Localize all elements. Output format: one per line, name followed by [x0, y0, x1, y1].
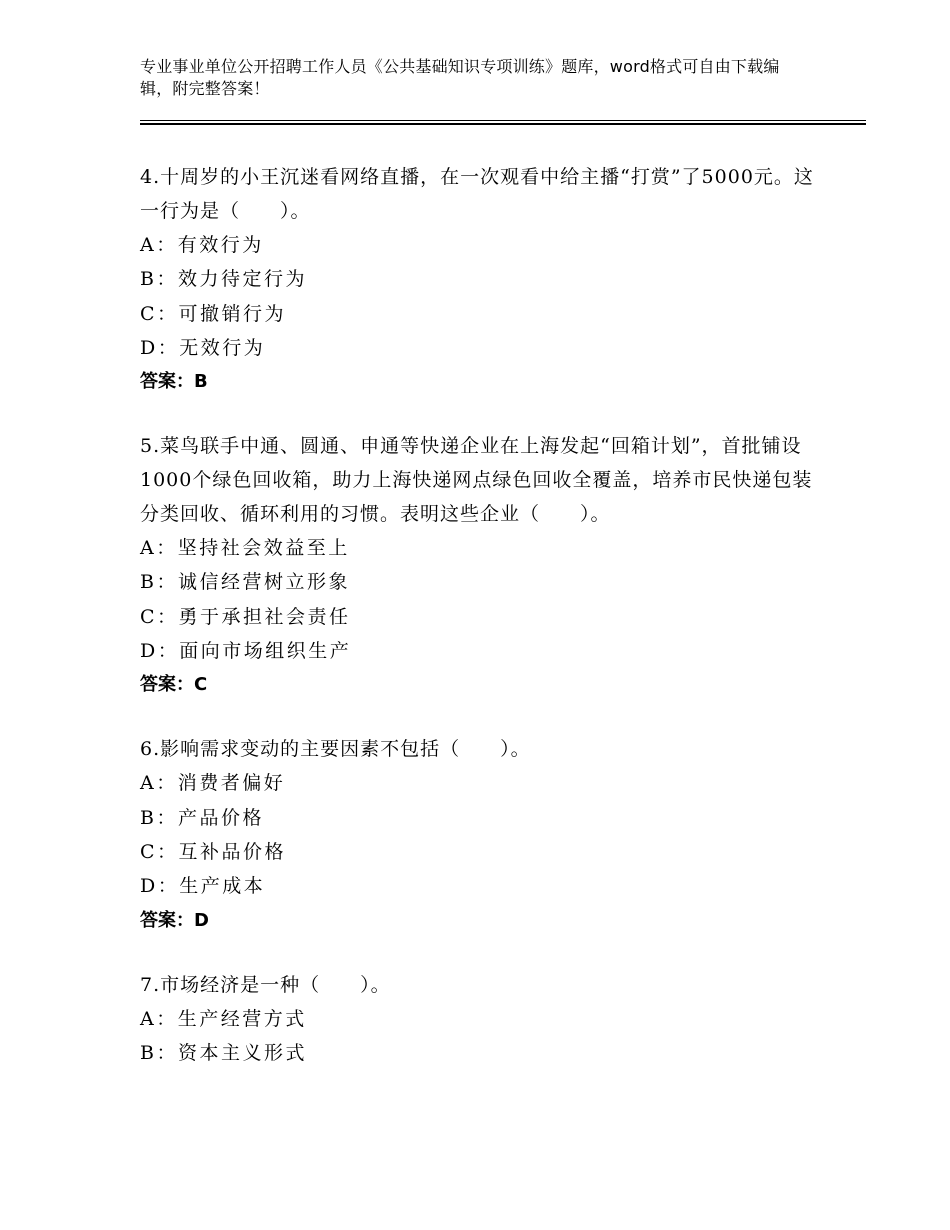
option-d: D：生产成本 [140, 875, 266, 898]
question-stem: 6.影响需求变动的主要因素不包括（ ）。 [140, 738, 531, 761]
question-list [140, 160, 820, 1100]
question-item [140, 732, 820, 937]
question-stem: 5.菜鸟联手中通、圆通、申通等快递企业在上海发起“回箱计划”，首批铺设1000个绿色回收箱，助力上海快递网点绿色回收全覆盖，培养市民快递包装分类回收、循环利用的习惯。表明这些企业（ ）。 [140, 435, 813, 526]
option-c: C：可撤销行为 [140, 302, 287, 325]
option-b: B：诚信经营树立形象 [140, 571, 350, 594]
option-a: A：生产经营方式 [140, 1007, 307, 1030]
question-stem: 4.十周岁的小王沉迷看网络直播，在一次观看中给主播“打赏”了5000元。这一行为是（ ）。 [140, 166, 814, 222]
option-b: B：产品价格 [140, 806, 264, 829]
option-a: A：消费者偏好 [140, 772, 286, 795]
document-header-title: 专业事业单位公开招聘工作人员《公共基础知识专项训练》题库，word格式可自由下载编辑，附完整答案！ [140, 57, 780, 98]
question-stem: 7.市场经济是一种（ ）。 [140, 973, 391, 996]
answer-label: 答案：C [140, 674, 208, 696]
answer-label: 答案：B [140, 371, 208, 393]
option-d: D：面向市场组织生产 [140, 640, 352, 663]
option-a: A：有效行为 [140, 234, 264, 256]
header-divider [140, 120, 866, 125]
question-item [140, 160, 820, 399]
option-b: B：效力待定行为 [140, 268, 307, 291]
answer-label: 答案：D [140, 909, 209, 931]
option-c: C：勇于承担社会责任 [140, 605, 351, 628]
question-item [140, 429, 820, 702]
option-a: A：坚持社会效益至上 [140, 537, 350, 560]
option-d: D：无效行为 [140, 336, 266, 359]
question-item [140, 968, 820, 1071]
option-b: B：资本主义形式 [140, 1041, 307, 1064]
option-c: C：互补品价格 [140, 840, 287, 863]
